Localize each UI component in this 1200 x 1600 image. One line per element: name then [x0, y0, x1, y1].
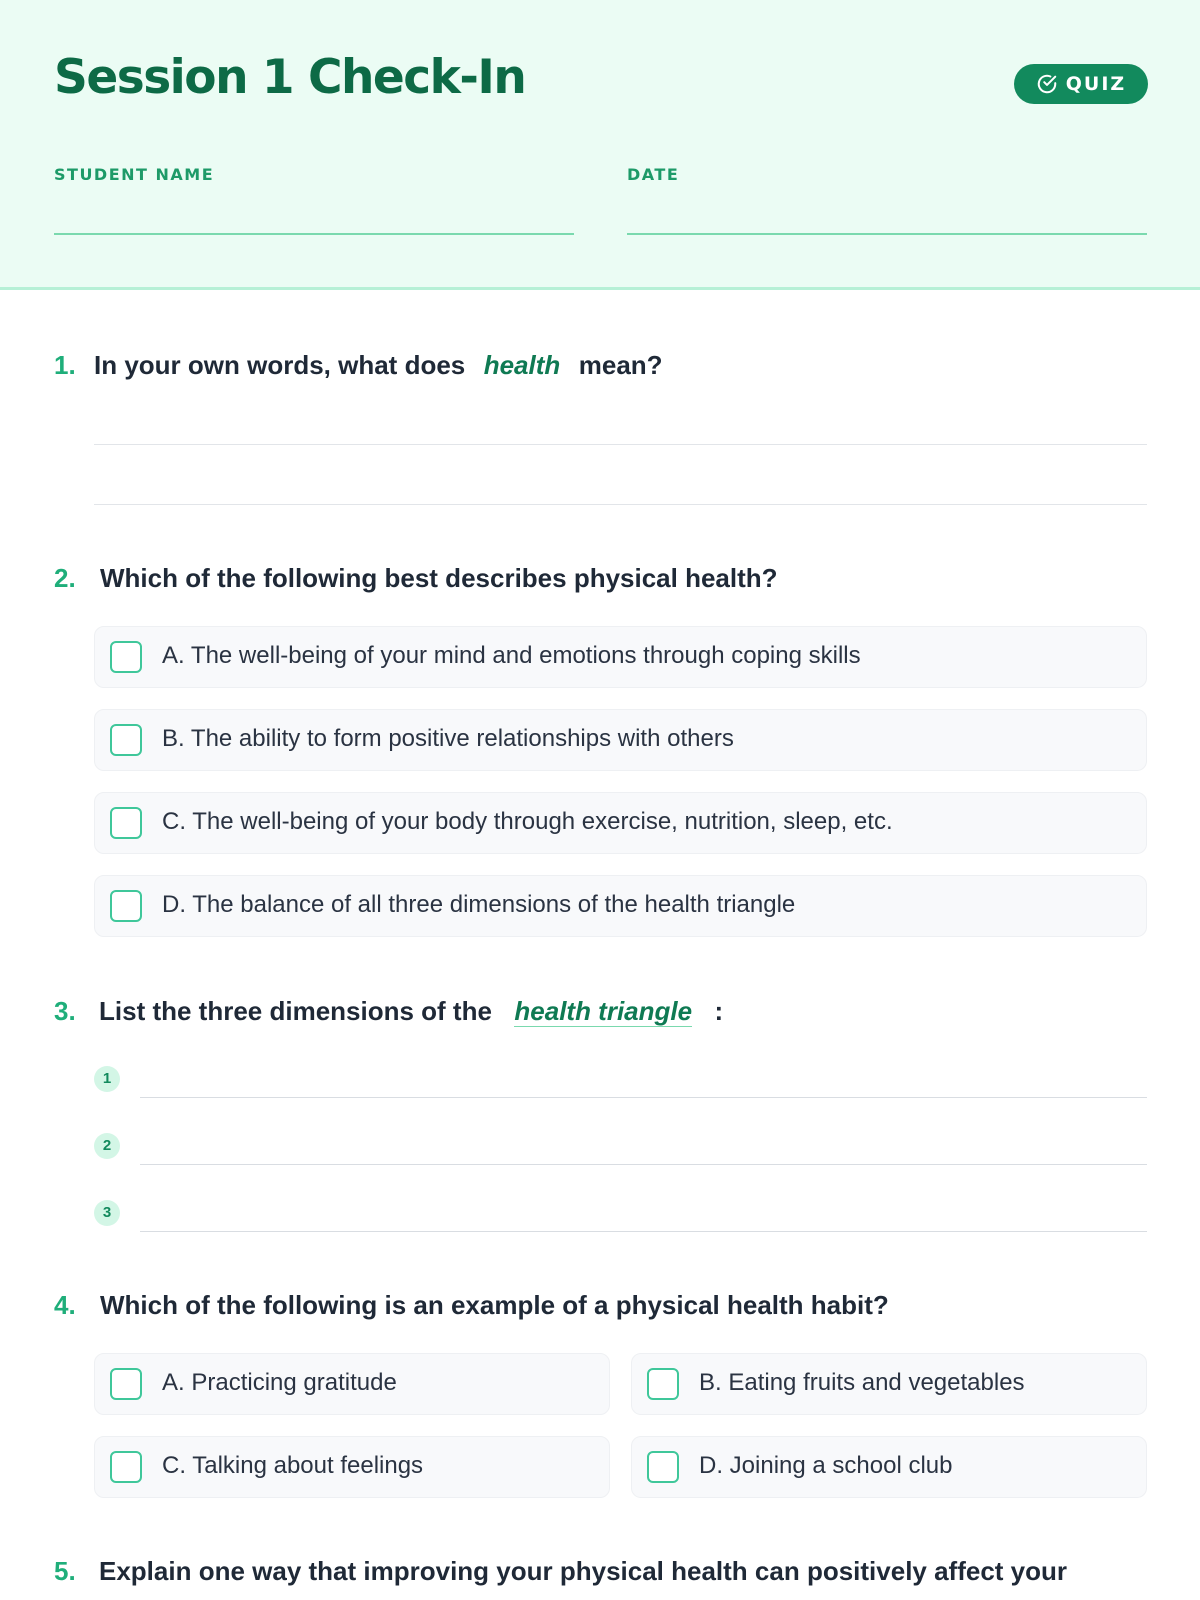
option-c[interactable]	[94, 792, 1147, 854]
checkbox[interactable]	[647, 1451, 679, 1483]
question-3	[54, 996, 723, 1027]
checkbox[interactable]	[110, 641, 142, 673]
option-label: C. Talking about feelings	[162, 1452, 424, 1479]
option-d[interactable]	[631, 1436, 1147, 1498]
list-answer-line-1[interactable]	[140, 1097, 1147, 1098]
option-c[interactable]	[94, 1436, 610, 1498]
question-text: Which of the following is an example of a physical health habit?	[100, 1290, 889, 1320]
list-number-1: 1	[94, 1066, 120, 1092]
checkbox[interactable]	[110, 807, 142, 839]
question-keyword: health	[483, 350, 561, 380]
option-label: B. The ability to form positive relationships with others	[162, 725, 734, 752]
date-label: DATE	[627, 165, 680, 184]
question-text-end: :	[714, 996, 724, 1026]
list-answer-line-3[interactable]	[140, 1231, 1147, 1232]
question-text: Which of the following best describes physical health?	[100, 563, 778, 593]
list-number-2: 2	[94, 1133, 120, 1159]
option-label: D. The balance of all three dimensions of the health triangle	[162, 891, 796, 918]
question-2	[54, 563, 778, 594]
option-label: A. The well-being of your mind and emotions through coping skills	[162, 642, 861, 669]
option-label: D. Joining a school club	[699, 1452, 953, 1479]
worksheet-header	[0, 0, 1200, 290]
checkbox[interactable]	[110, 1368, 142, 1400]
question-number: 3.	[54, 996, 76, 1026]
question-number: 1.	[54, 350, 76, 380]
question-number: 5.	[54, 1556, 76, 1586]
answer-line[interactable]	[94, 444, 1147, 445]
checkbox[interactable]	[647, 1368, 679, 1400]
question-5	[54, 1556, 1067, 1587]
student-name-field[interactable]	[54, 233, 574, 235]
page-title: Session 1 Check-In	[54, 50, 526, 105]
quiz-badge	[1014, 64, 1148, 104]
question-text-end: mean?	[578, 350, 663, 380]
list-number-3: 3	[94, 1200, 120, 1226]
checkbox[interactable]	[110, 890, 142, 922]
option-a[interactable]	[94, 1353, 610, 1415]
question-number: 2.	[54, 563, 76, 593]
list-answer-line-2[interactable]	[140, 1164, 1147, 1165]
question-text: In your own words, what does	[94, 350, 466, 380]
option-b[interactable]	[631, 1353, 1147, 1415]
question-number: 4.	[54, 1290, 76, 1320]
check-circle-icon	[1036, 73, 1058, 95]
question-text: List the three dimensions of the	[99, 996, 492, 1026]
quiz-badge-label: QUIZ	[1065, 73, 1127, 95]
student-name-label: STUDENT NAME	[54, 165, 215, 184]
option-label: B. Eating fruits and vegetables	[699, 1369, 1025, 1396]
option-a[interactable]	[94, 626, 1147, 688]
checkbox[interactable]	[110, 1451, 142, 1483]
option-d[interactable]	[94, 875, 1147, 937]
question-4	[54, 1290, 889, 1321]
question-text: Explain one way that improving your physical health can positively affect your	[99, 1556, 1068, 1586]
date-field[interactable]	[627, 233, 1147, 235]
question-1	[54, 350, 663, 381]
answer-line[interactable]	[94, 504, 1147, 505]
option-b[interactable]	[94, 709, 1147, 771]
option-label: A. Practicing gratitude	[162, 1369, 397, 1396]
option-label: C. The well-being of your body through exercise, nutrition, sleep, etc.	[162, 808, 893, 835]
question-keyword: health triangle	[514, 996, 693, 1026]
checkbox[interactable]	[110, 724, 142, 756]
